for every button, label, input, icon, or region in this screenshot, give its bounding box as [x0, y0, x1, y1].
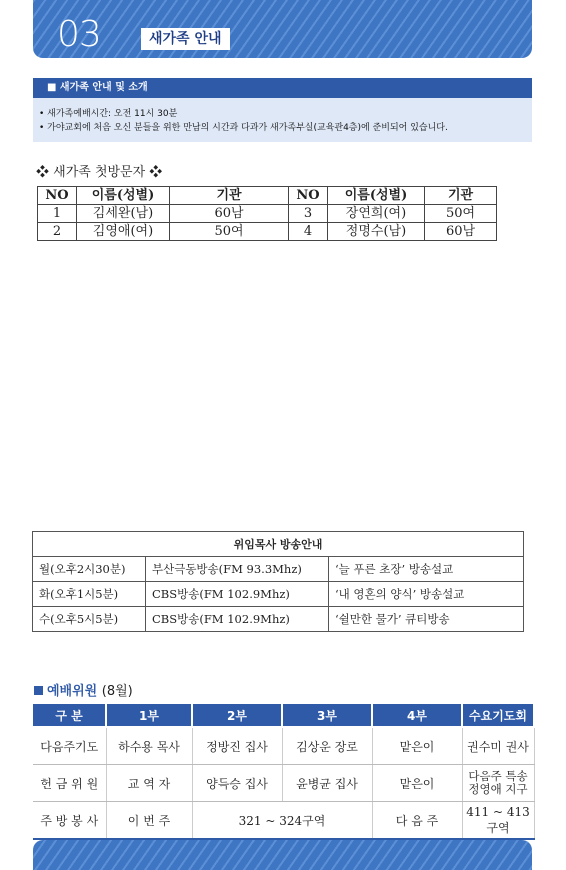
table-cell: 50여	[425, 205, 497, 223]
table-row	[38, 223, 497, 241]
table-row	[38, 205, 497, 223]
table-cell: 김영애(여)	[77, 223, 170, 241]
worship-heading	[34, 680, 133, 699]
table-cell: 양득승 집사	[192, 765, 282, 802]
table-cell: 김세완(남)	[77, 205, 170, 223]
footer-banner	[33, 840, 532, 870]
table-cell: ‘쉴만한 물가’ 큐티방송	[329, 607, 524, 632]
table-cell: 321 ~ 324구역	[192, 802, 372, 840]
table-cell: CBS방송(FM 102.9Mhz)	[146, 582, 329, 607]
table-cell: 월(오후2시30분)	[33, 557, 146, 582]
table-cell: 1	[38, 205, 77, 223]
table-cell	[462, 765, 534, 802]
table-cell: 정명수(남)	[328, 223, 425, 241]
col-header: 기관	[170, 187, 289, 205]
table-cell: 김상운 장로	[282, 727, 372, 765]
table-cell: 4	[289, 223, 328, 241]
table-cell: 부산극동방송(FM 93.3Mhz)	[146, 557, 329, 582]
row-label: 헌 금 위 원	[33, 765, 106, 802]
col-header: 수요기도회	[462, 704, 534, 727]
visitors-table	[37, 186, 497, 241]
table-cell: 윤병균 집사	[282, 765, 372, 802]
table-cell: ‘내 영혼의 양식’ 방송설교	[329, 582, 524, 607]
table-cell: 정방진 집사	[192, 727, 282, 765]
special-song-group: 정영애 지구	[468, 782, 528, 796]
table-row	[33, 557, 524, 582]
col-header: 1부	[106, 704, 192, 727]
intro-line: • 새가족예배시간: 오전 11시 30분	[39, 109, 178, 119]
table-header-row	[33, 532, 524, 557]
table-cell: 60남	[170, 205, 289, 223]
col-header: 3부	[282, 704, 372, 727]
table-cell: 411 ~ 413구역	[462, 802, 534, 840]
col-header: 이름(성별)	[328, 187, 425, 205]
table-cell: CBS방송(FM 102.9Mhz)	[146, 607, 329, 632]
table-cell: 화(오후1시5분)	[33, 582, 146, 607]
section-number: 03	[57, 14, 101, 55]
table-cell: 맡은이	[372, 727, 462, 765]
col-header: NO	[289, 187, 328, 205]
worship-table	[33, 704, 535, 840]
col-header: 4부	[372, 704, 462, 727]
table-cell: 2	[38, 223, 77, 241]
table-cell: 교 역 자	[106, 765, 192, 802]
broadcast-title: 위임목사 방송안내	[33, 532, 524, 557]
table-cell: 3	[289, 205, 328, 223]
header-banner	[33, 0, 532, 58]
table-row	[33, 727, 534, 765]
col-header: 구 분	[33, 704, 106, 727]
broadcast-table	[32, 531, 524, 632]
table-cell: 50여	[170, 223, 289, 241]
intro-line: • 가야교회에 처음 오신 분들을 위한 만남의 시간과 다과가 새가족부실(교육관4층)에 준비되어 있습니다.	[39, 123, 448, 133]
table-cell: 맡은이	[372, 765, 462, 802]
table-row	[33, 802, 534, 840]
visitors-title: ❖ 새가족 첫방문자 ❖	[36, 165, 163, 180]
table-cell: 하수용 목사	[106, 727, 192, 765]
table-cell: 60남	[425, 223, 497, 241]
section-title: 새가족 안내	[141, 28, 230, 50]
table-header-row	[33, 704, 534, 727]
col-header: 기관	[425, 187, 497, 205]
table-header-row	[38, 187, 497, 205]
worship-heading-text: 예배위원	[47, 684, 98, 699]
special-song: 다음주 특송	[468, 769, 528, 783]
table-cell: 수(오후5시5분)	[33, 607, 146, 632]
table-row	[33, 607, 524, 632]
table-cell: 권수미 권사	[462, 727, 534, 765]
intro-heading: ■ 새가족 안내 및 소개	[33, 78, 532, 98]
worship-month: (8월)	[101, 684, 133, 699]
table-row	[33, 582, 524, 607]
row-label: 주 방 봉 사	[33, 802, 106, 840]
square-bullet-icon	[34, 686, 43, 695]
table-cell: ‘늘 푸른 초장’ 방송설교	[329, 557, 524, 582]
intro-body	[33, 98, 532, 142]
col-header: NO	[38, 187, 77, 205]
table-cell: 이 번 주	[106, 802, 192, 840]
table-cell: 장연희(여)	[328, 205, 425, 223]
row-label: 다음주기도	[33, 727, 106, 765]
col-header: 2부	[192, 704, 282, 727]
table-cell: 다 음 주	[372, 802, 462, 840]
col-header: 이름(성별)	[77, 187, 170, 205]
table-row	[33, 765, 534, 802]
